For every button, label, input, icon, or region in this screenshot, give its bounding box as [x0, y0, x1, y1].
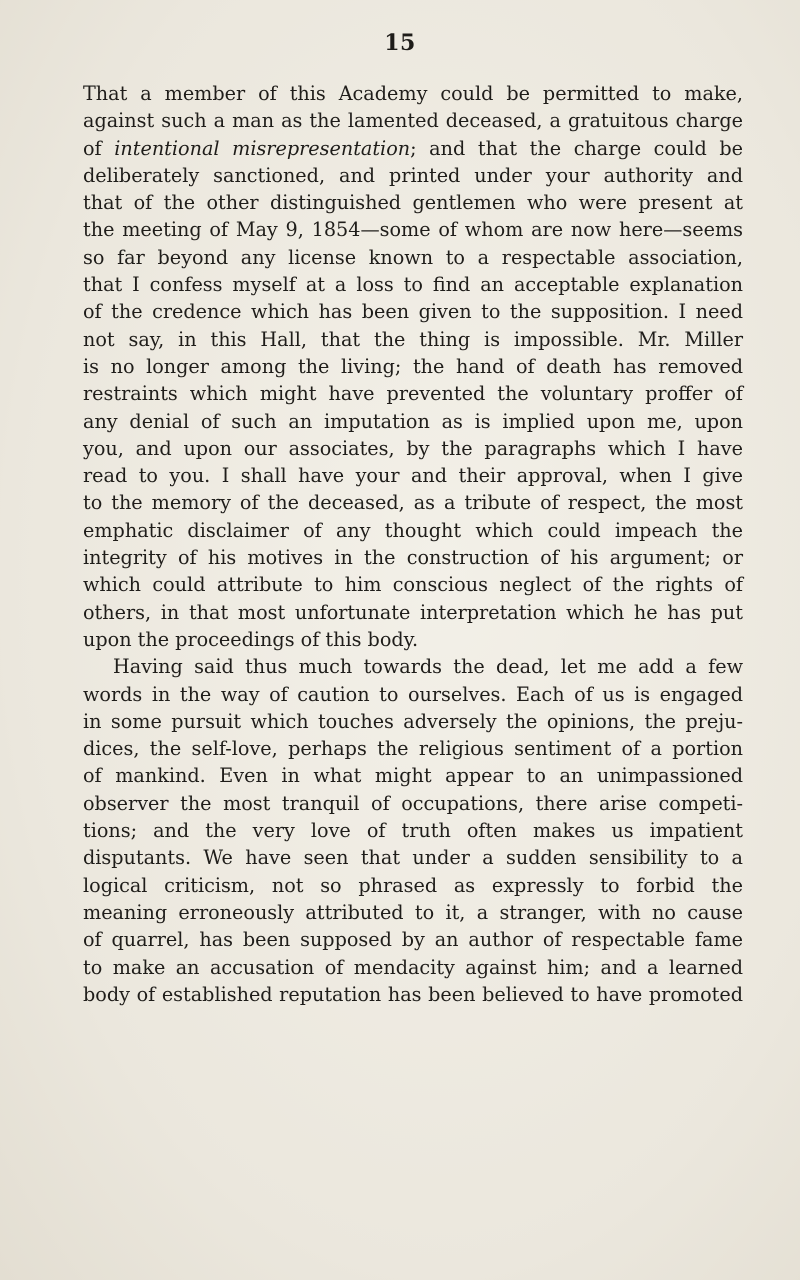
- text-segment: restraints which might have prevented the voluntary proffer of: [83, 382, 743, 406]
- text-line: [83, 326, 743, 353]
- text-line: [83, 517, 743, 544]
- text-segment: that of the other distinguished gentlemen who were present at: [83, 191, 743, 215]
- text-segment: disputants. We have seen that under a sudden sensibility to a: [83, 846, 743, 870]
- text-segment: to the memory of the deceased, as a tribute of respect, the most: [83, 491, 743, 515]
- text-line: [83, 653, 743, 680]
- text-segment: any denial of such an imputation as is implied upon me, upon: [83, 409, 743, 433]
- text-line: [83, 571, 743, 598]
- text-segment: integrity of his motives in the construction of his argument; or: [83, 546, 743, 570]
- text-segment: is no longer among the living; the hand of death has removed: [83, 354, 743, 378]
- text-line: [83, 899, 743, 926]
- text-segment: so far beyond any license known to a respectable association,: [83, 245, 743, 269]
- text-segment: of mankind. Even in what might appear to an unimpassioned: [83, 764, 743, 788]
- text-segment: of: [83, 136, 115, 160]
- text-line: [83, 216, 743, 243]
- text-segment: logical criticism, not so phrased as expressly to forbid the: [83, 873, 743, 897]
- text-segment: emphatic disclaimer of any thought which could impeach the: [83, 518, 743, 542]
- text-line: [83, 790, 743, 817]
- text-segment: meaning erroneously attributed to it, a stranger, with no cause: [83, 900, 743, 924]
- text-segment: dices, the self-love, perhaps the religious sentiment of a portion: [83, 737, 743, 761]
- text-line: [83, 735, 743, 762]
- text-line: [83, 708, 743, 735]
- text-segment: which could attribute to him conscious neglect of the rights of: [83, 573, 743, 597]
- text-segment: tions; and the very love of truth often makes us impatient: [83, 819, 743, 843]
- text-line: [83, 462, 743, 489]
- text-line: [83, 544, 743, 571]
- text-segment: in some pursuit which touches adversely the opinions, the preju-: [83, 709, 743, 733]
- text-line: [83, 107, 743, 134]
- text-segment: upon the proceedings of this body.: [83, 627, 419, 651]
- text-line: [83, 162, 743, 189]
- text-segment: body of established reputation has been believed to have promoted: [83, 982, 743, 1006]
- italic-text: intentional misrepresentation: [114, 136, 411, 160]
- text-segment: of the credence which has been given to the supposition. I need: [83, 300, 743, 324]
- text-line: [83, 626, 743, 653]
- text-segment: observer the most tranquil of occupations, there arise competi-: [83, 791, 743, 815]
- text-segment: deliberately sanctioned, and printed under your authority and: [83, 163, 743, 187]
- text-line: [83, 271, 743, 298]
- text-segment: you, and upon our associates, by the paragraphs which I have: [83, 436, 743, 460]
- text-line: [83, 298, 743, 325]
- page-number: 15: [384, 30, 416, 56]
- text-line: [83, 189, 743, 216]
- text-segment: of quarrel, has been supposed by an author of respectable fame: [83, 928, 743, 952]
- text-line: [83, 489, 743, 516]
- text-line: [83, 817, 743, 844]
- text-segment: that I confess myself at a loss to find an acceptable explanation: [83, 273, 743, 297]
- text-segment: ; and that the charge could be: [410, 136, 743, 160]
- text-line: [83, 926, 743, 953]
- text-segment: Having said thus much towards the dead, let me add a few: [113, 655, 743, 679]
- text-line: [83, 244, 743, 271]
- text-line: [83, 380, 743, 407]
- text-line: [83, 954, 743, 981]
- text-segment: not say, in this Hall, that the thing is impossible. Mr. Miller: [83, 327, 743, 351]
- text-segment: the meeting of May 9, 1854—some of whom are now here—seems: [83, 218, 743, 242]
- text-line: [83, 681, 743, 708]
- text-line: [83, 80, 743, 107]
- text-segment: words in the way of caution to ourselves. Each of us is engaged: [83, 682, 743, 706]
- text-segment: against such a man as the lamented deceased, a gratuitous charge: [83, 109, 743, 133]
- text-line: [83, 408, 743, 435]
- text-line: [83, 135, 743, 162]
- text-segment: read to you. I shall have your and their approval, when I give: [83, 464, 743, 488]
- paragraph: [83, 80, 743, 653]
- text-line: [83, 599, 743, 626]
- text-segment: others, in that most unfortunate interpretation which he has put: [83, 600, 743, 624]
- text-line: [83, 762, 743, 789]
- text-line: [83, 844, 743, 871]
- text-line: [83, 981, 743, 1008]
- text-segment: That a member of this Academy could be permitted to make,: [83, 82, 743, 105]
- text-segment: to make an accusation of mendacity against him; and a learned: [83, 955, 743, 979]
- body-text: [83, 80, 743, 1008]
- paragraph: [83, 653, 743, 1008]
- text-line: [83, 435, 743, 462]
- text-line: [83, 872, 743, 899]
- text-line: [83, 353, 743, 380]
